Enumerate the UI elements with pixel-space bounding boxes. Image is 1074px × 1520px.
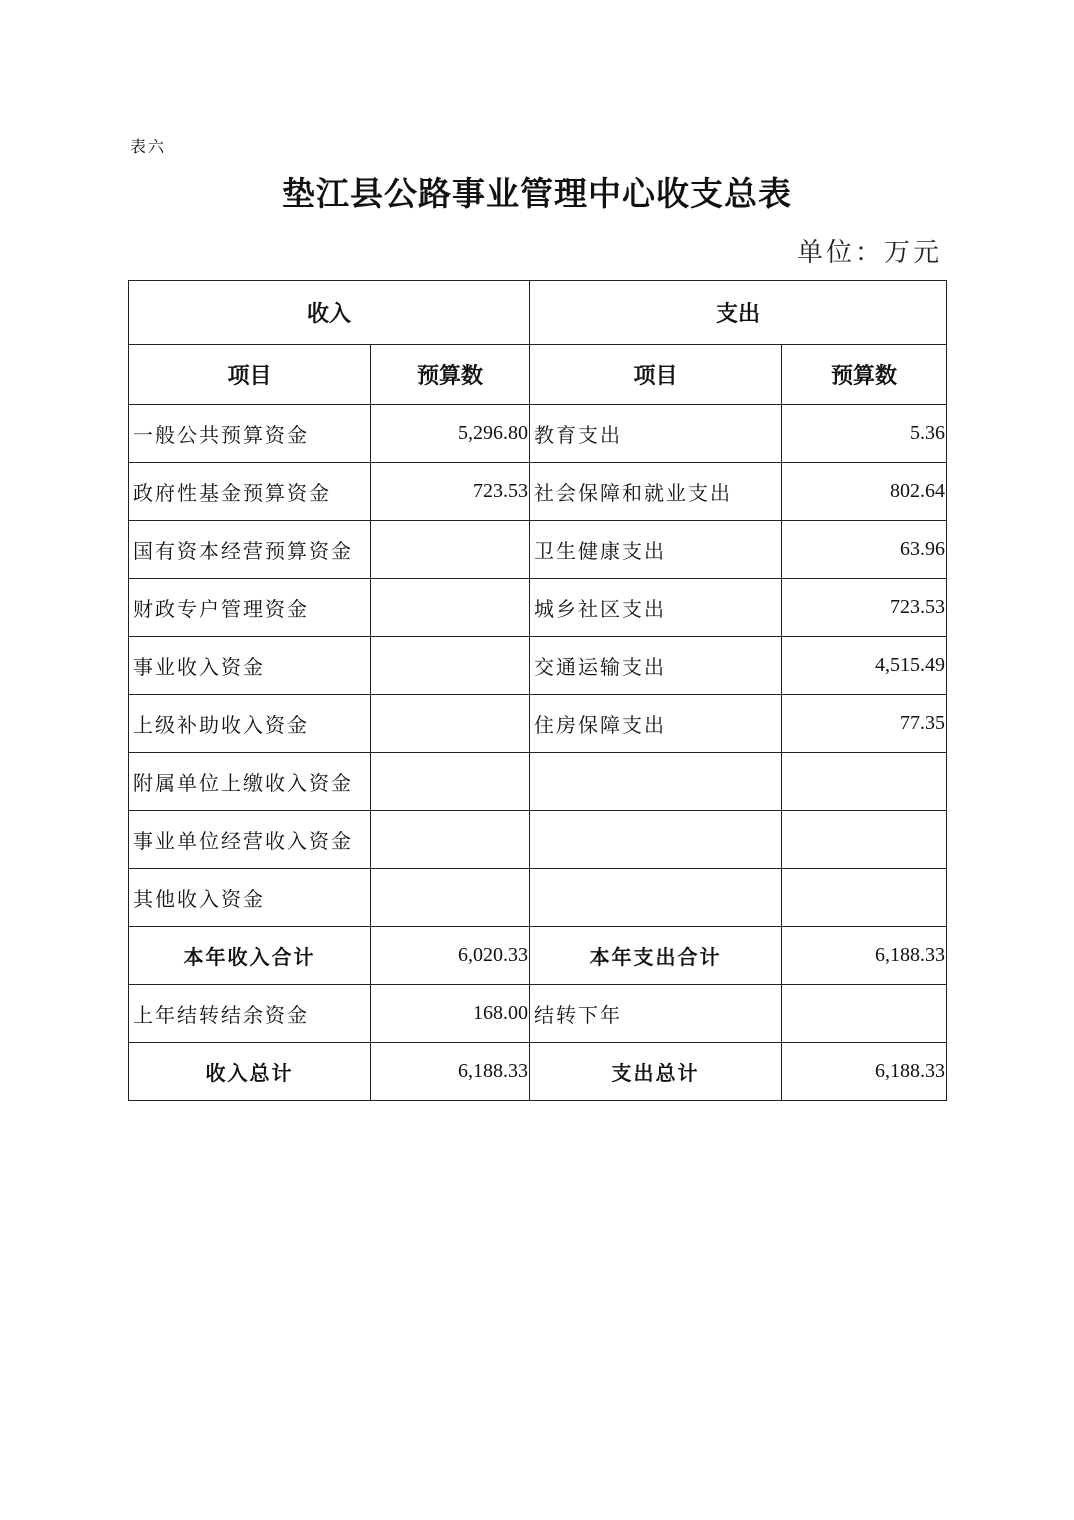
table-row bbox=[129, 637, 947, 695]
table-row bbox=[129, 753, 947, 811]
income-item: 一般公共预算资金 bbox=[129, 405, 371, 463]
table-row bbox=[129, 521, 947, 579]
expense-year-total-value: 6,188.33 bbox=[782, 927, 947, 985]
expense-item: 社会保障和就业支出 bbox=[530, 463, 782, 521]
expense-item bbox=[530, 753, 782, 811]
column-header-row bbox=[129, 345, 947, 405]
table-row bbox=[129, 869, 947, 927]
expense-item: 教育支出 bbox=[530, 405, 782, 463]
income-value: 5,296.80 bbox=[371, 405, 530, 463]
expense-item bbox=[530, 811, 782, 869]
income-carryover-value: 168.00 bbox=[371, 985, 530, 1043]
expense-carryover-value bbox=[782, 985, 947, 1043]
expense-value: 77.35 bbox=[782, 695, 947, 753]
expense-value: 63.96 bbox=[782, 521, 947, 579]
income-value bbox=[371, 695, 530, 753]
table-row bbox=[129, 405, 947, 463]
income-value bbox=[371, 811, 530, 869]
expense-value bbox=[782, 811, 947, 869]
income-value bbox=[371, 637, 530, 695]
income-item: 政府性基金预算资金 bbox=[129, 463, 371, 521]
expense-value: 5.36 bbox=[782, 405, 947, 463]
carryover-row bbox=[129, 985, 947, 1043]
expense-item: 城乡社区支出 bbox=[530, 579, 782, 637]
expense-value bbox=[782, 869, 947, 927]
income-carryover-item: 上年结转结余资金 bbox=[129, 985, 371, 1043]
expense-value bbox=[782, 753, 947, 811]
table-row bbox=[129, 463, 947, 521]
expense-value: 802.64 bbox=[782, 463, 947, 521]
income-value bbox=[371, 579, 530, 637]
income-grand-total-value: 6,188.33 bbox=[371, 1043, 530, 1101]
income-item: 事业单位经营收入资金 bbox=[129, 811, 371, 869]
unit-label: 单位：万元 bbox=[796, 238, 942, 268]
income-item: 国有资本经营预算资金 bbox=[129, 521, 371, 579]
expense-item: 交通运输支出 bbox=[530, 637, 782, 695]
expense-item bbox=[530, 869, 782, 927]
expense-item-column-header: 项目 bbox=[530, 345, 782, 405]
expense-item: 卫生健康支出 bbox=[530, 521, 782, 579]
grand-total-row bbox=[129, 1043, 947, 1101]
expense-year-total-label: 本年支出合计 bbox=[530, 927, 782, 985]
expense-header: 支出 bbox=[530, 281, 947, 345]
expense-item: 住房保障支出 bbox=[530, 695, 782, 753]
year-total-row bbox=[129, 927, 947, 985]
income-value bbox=[371, 869, 530, 927]
income-item: 事业收入资金 bbox=[129, 637, 371, 695]
income-item: 附属单位上缴收入资金 bbox=[129, 753, 371, 811]
income-year-total-value: 6,020.33 bbox=[371, 927, 530, 985]
income-year-total-label: 本年收入合计 bbox=[129, 927, 371, 985]
expense-grand-total-value: 6,188.33 bbox=[782, 1043, 947, 1101]
income-value bbox=[371, 521, 530, 579]
table-number-label: 表六 bbox=[130, 137, 167, 156]
income-grand-total-label: 收入总计 bbox=[129, 1043, 371, 1101]
document-title: 垫江县公路事业管理中心收支总表 bbox=[282, 174, 792, 213]
income-item-column-header: 项目 bbox=[129, 345, 371, 405]
income-value bbox=[371, 753, 530, 811]
expense-carryover-item: 结转下年 bbox=[530, 985, 782, 1043]
expense-value: 4,515.49 bbox=[782, 637, 947, 695]
income-item: 其他收入资金 bbox=[129, 869, 371, 927]
income-item: 上级补助收入资金 bbox=[129, 695, 371, 753]
budget-summary-table bbox=[128, 280, 947, 1101]
income-item: 财政专户管理资金 bbox=[129, 579, 371, 637]
table-row bbox=[129, 695, 947, 753]
expense-budget-column-header: 预算数 bbox=[782, 345, 947, 405]
expense-value: 723.53 bbox=[782, 579, 947, 637]
table-row bbox=[129, 811, 947, 869]
income-value: 723.53 bbox=[371, 463, 530, 521]
income-budget-column-header: 预算数 bbox=[371, 345, 530, 405]
group-header-row bbox=[129, 281, 947, 345]
expense-grand-total-label: 支出总计 bbox=[530, 1043, 782, 1101]
income-header: 收入 bbox=[129, 281, 530, 345]
table-row bbox=[129, 579, 947, 637]
